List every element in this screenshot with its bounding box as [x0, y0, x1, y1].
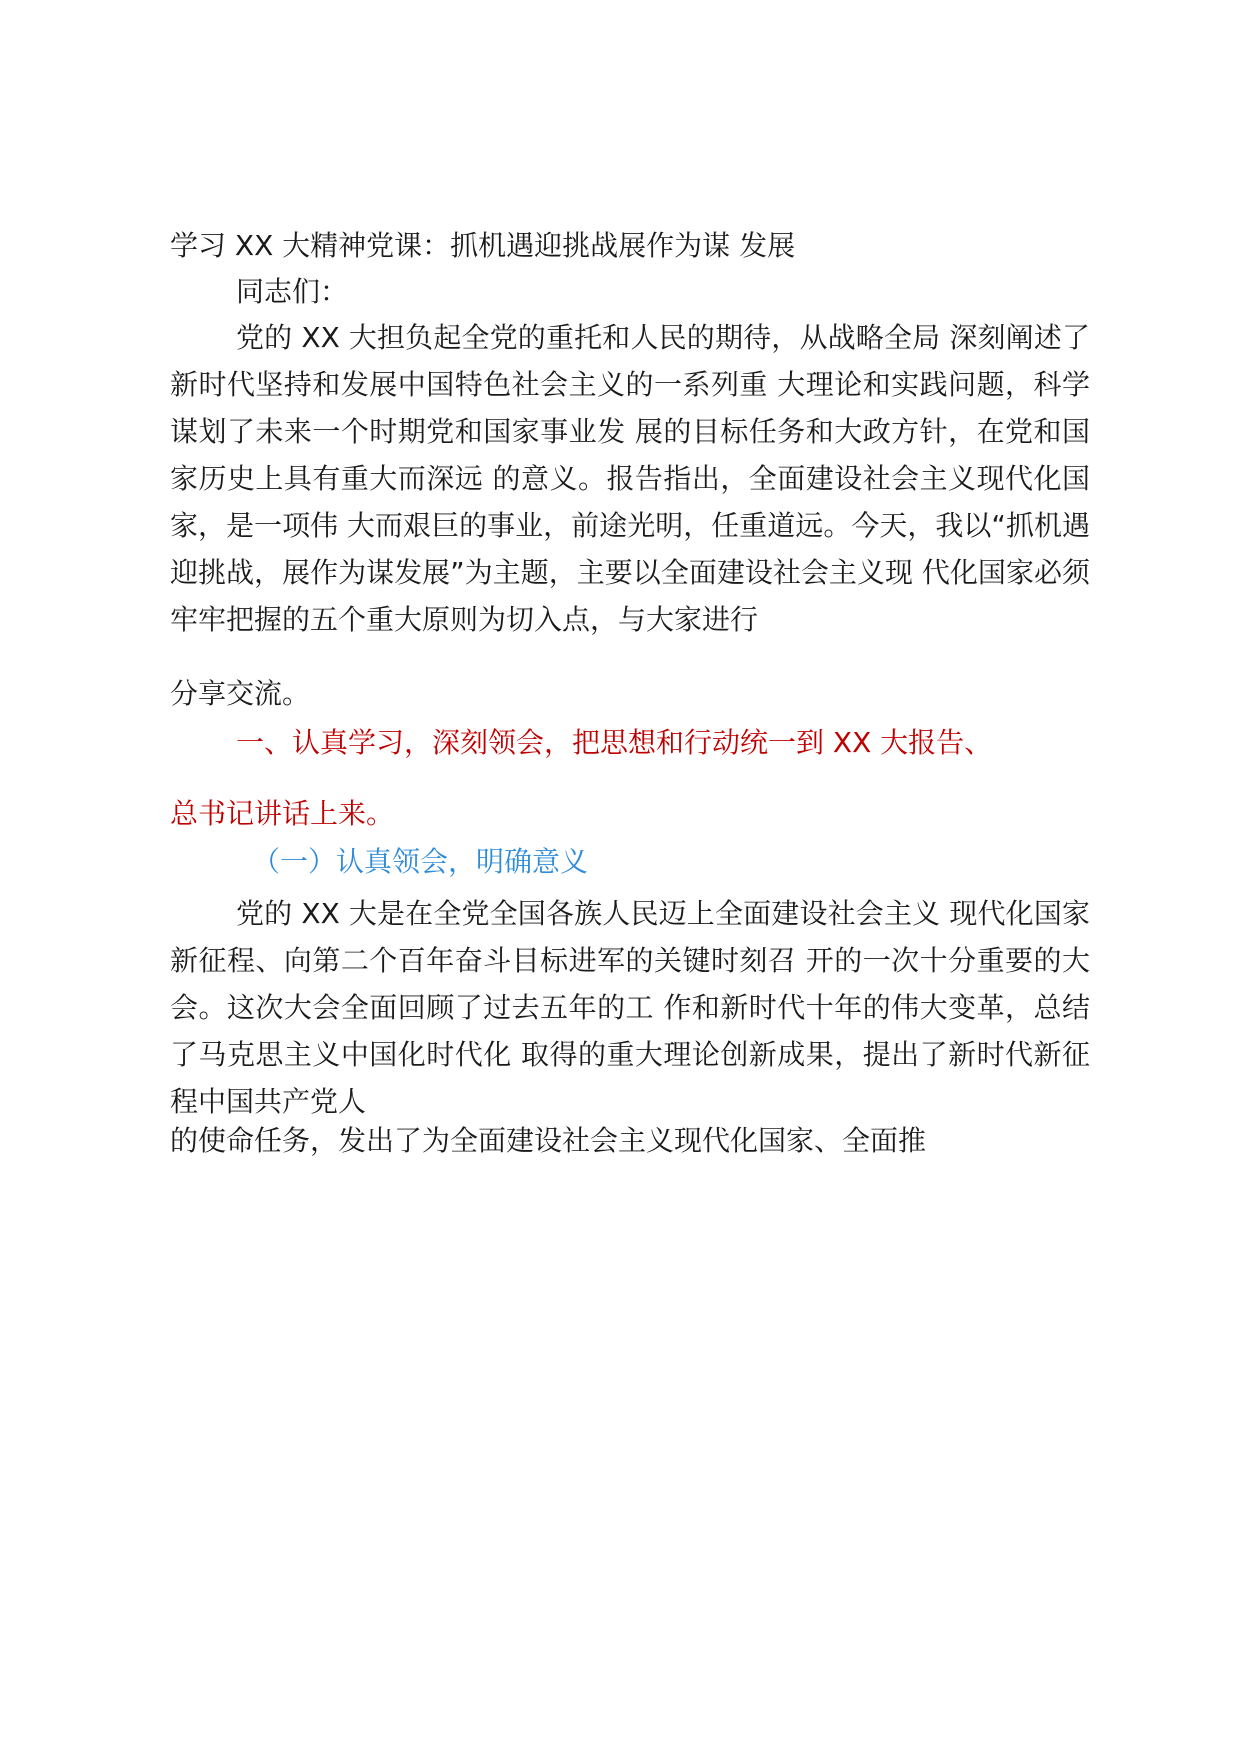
body-paragraph: 党的 XX 大是在全党全国各族人民迈上全面建设社会主义 现代化国家新征程、向第二个百年奋斗目标进军的关键时刻召 开的一次十分重要的大会。这次大会全面回顾了过去五年的工 作和新时代十年的伟大变革，总结了马克思主义中国化时代化 取得的重大理论创新成果，提出了新时代新征程中国共产党人 — [170, 897, 1090, 1118]
intro-paragraph: 党的 XX 大担负起全党的重托和人民的期待，从战略全局 深刻阐述了新时代坚持和发展中国特色社会主义的一系列重 大理论和实践问题，科学谋划了未来一个时期党和国家事业发 展的目标任务和大政方针，在党和国家历史上具有重大而深远 的意义。报告指出，全面建设社会主义现代化国家，是一项伟 大而艰巨的事业，前途光明，任重道远。今天，我以“抓机遇 迎挑战，展作为谋发展”为主题，主要以全面建设社会主义现 代化国家必须牢牢把握的五个重大原则为切入点，与大家进行 — [170, 321, 1090, 636]
salutation: 同志们： — [236, 275, 349, 308]
body-paragraph-tail: 的使命任务，发出了为全面建设社会主义现代化国家、全面推 — [170, 1124, 927, 1157]
intro-paragraph-tail: 分享交流。 — [170, 677, 311, 710]
section-one-heading-line2: 总书记讲话上来。 — [170, 797, 395, 830]
document-title: 学习 XX 大精神党课：抓机遇迎挑战展作为谋 发展 — [170, 229, 796, 262]
section-one-heading-line1: 一、认真学习，深刻领会，把思想和行动统一到 XX 大报告、 — [236, 726, 993, 759]
subsection-heading: （一）认真领会，明确意义 — [252, 845, 589, 878]
